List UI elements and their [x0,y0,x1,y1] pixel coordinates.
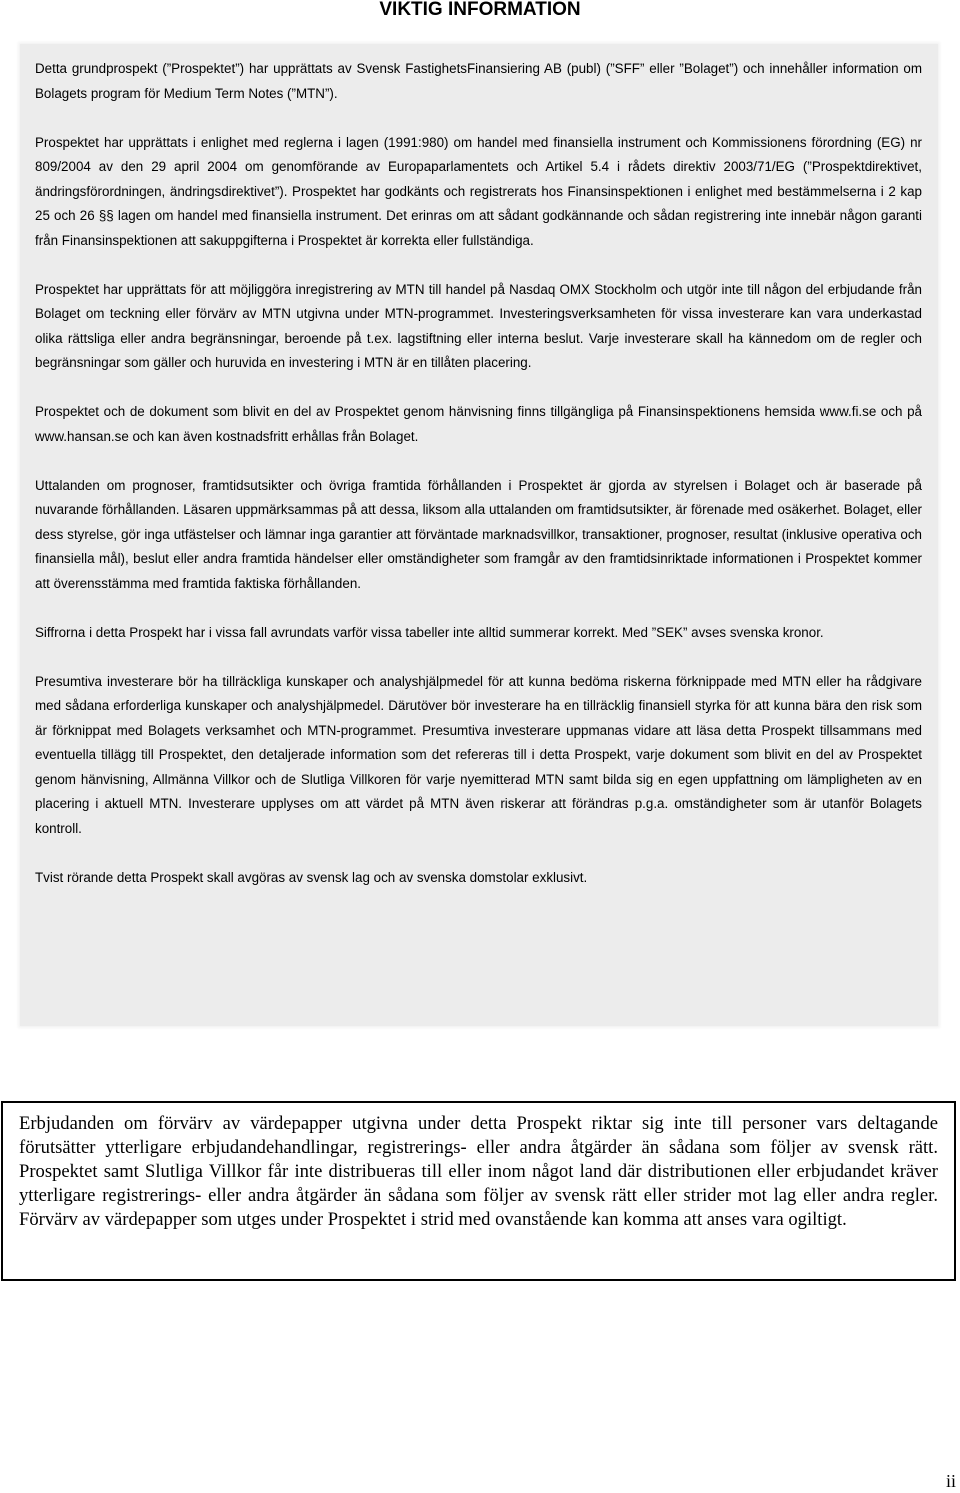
paragraph-document-availability: Prospektet och de dokument som blivit en del av Prospektet genom hänvisning finns tillgängliga på Finansinspektionens hemsida www.fi.se och på www.hansan.se och kan även kostnadsfritt erhållas från Bolaget. [35,404,922,444]
paragraph-listing-purpose: Prospektet har upprättats för att möjliggöra inregistrering av MTN till handel på Nasdaq OMX Stockholm och utgör inte till någon del erbjudande från Bolaget om teckning eller förvärv av MTN utgivna under MTN-programmet. Investeringsverksamheten för vissa investerare kan vara underkastad olika rättsliga eller andra begränsningar, beroende på t.ex. lagstiftning eller interna beslut. Varje investerare skall ha kännedom om de regler och begränsningar som gäller och huruvida en investering i MTN är en tillåten placering. [35,281,922,370]
paragraph-prospectus-intro: Detta grundprospekt (”Prospektet”) har upprättats av Svensk FastighetsFinansiering AB (publ) (”SFF” eller ”Bolaget”) och innehåller information om Bolagets program för Medium Term Notes (”MTN”). [35,61,922,101]
paragraph-rounding: Siffrorna i detta Prospekt har i vissa fall avrundats varför vissa tabeller inte alltid summerar korrekt. Med ”SEK” avses svenska kronor. [35,624,824,640]
paragraph-investor-suitability: Presumtiva investerare bör ha tillräckliga kunskaper och analyshjälpmedel för att kunna bedöma riskerna förknippade med MTN eller ha rådgivare med sådana erforderliga kunskaper och analyshjälpmedel. Därutöver bör investerare ha en tillräcklig finansiell styrka för att kunna bära den risk som är förknippat med Bolagets verksamhet och MTN-programmet. Presumtiva investerare uppmanas vidare att läsa detta Prospekt tillsammans med eventuella tillägg till Prospektet, den detaljerade information som det refereras till i detta Prospekt, varje dokument som blivit en del av Prospektet genom hänvisning, Allmänna Villkor och de Slutliga Villkoren för varje nyemitterad MTN samt bilda sig en egen uppfattning om lämpligheten av en placering i aktuell MTN. Investerare upplyses om att värdet på MTN även riskerar att förändras p.g.a. omständigheter som är utanför Bolagets kontroll. [35,673,922,836]
paragraph-governing-law: Tvist rörande detta Prospekt skall avgöras av svensk lag och av svenska domstolar exklusivt. [35,869,588,885]
offering-restrictions-notice [1,1101,956,1281]
paragraph-regulatory-basis: Prospektet har upprättats i enlighet med reglerna i lagen (1991:980) om handel med finansiella instrument och Kommissionens förordning (EG) nr 809/2004 av den 29 april 2004 om genomförande av Europaparlamentets och Artikel 5.4 i rådets direktiv 2003/71/EG (”Prospektdirektivet, ändringsförordningen, ändringsdirektivet”). Prospektet har godkänts och registrerats hos Finansinspektionen i enlighet med bestämmelserna i 2 kap 25 och 26 §§ lagen om handel med finansiella instrument. Det erinras om att sådant godkännande och sådan registrering inte innebär någon garanti från Finansinspektionen att sakuppgifterna i Prospektet är korrekta eller fullständiga. [35,134,922,248]
paragraph-forward-looking-statements: Uttalanden om prognoser, framtidsutsikter och övriga framtida förhållanden i Prospektet är gjorda av styrelsen i Bolaget och är baserade på nuvarande förhållanden. Läsaren uppmärksammas på att dessa, liksom alla uttalanden om framtidsutsikter, är förenade med osäkerhet. Bolaget, eller dess styrelse, gör inga utfästelser och lämnar inga garantier att förväntade marknadsvillkor, transaktioner, prognoser, resultat (inklusive operativa och finansiella mål), beslut eller andra framtida händelser eller omständigheter som framgår av den framtidsinriktade informationen i Prospektet kommer att överensstämma med framtida faktiska förhållanden. [35,477,922,591]
page-number: ii [945,1471,956,1491]
notice-text: Erbjudanden om förvärv av värdepapper utgivna under detta Prospekt riktar sig inte till personer vars deltagande förutsätter ytterligare erbjudandehandlingar, registrerings- eller andra åtgärder än sådana som följer av svensk rätt. Prospektet samt Slutliga Villkor får inte distribueras till eller inom något land där distributionen eller erbjudandet kräver ytterligare registrerings- eller andra åtgärder än sådana som följer av svensk rätt eller strider mot lag eller andra regler. Förvärv av värdepapper som utges under Prospektet i strid med ovanstående kan komma att anses vara ogiltigt. [19,1113,938,1230]
page-title: VIKTIG INFORMATION [379,0,581,20]
important-information-box [20,44,938,1026]
